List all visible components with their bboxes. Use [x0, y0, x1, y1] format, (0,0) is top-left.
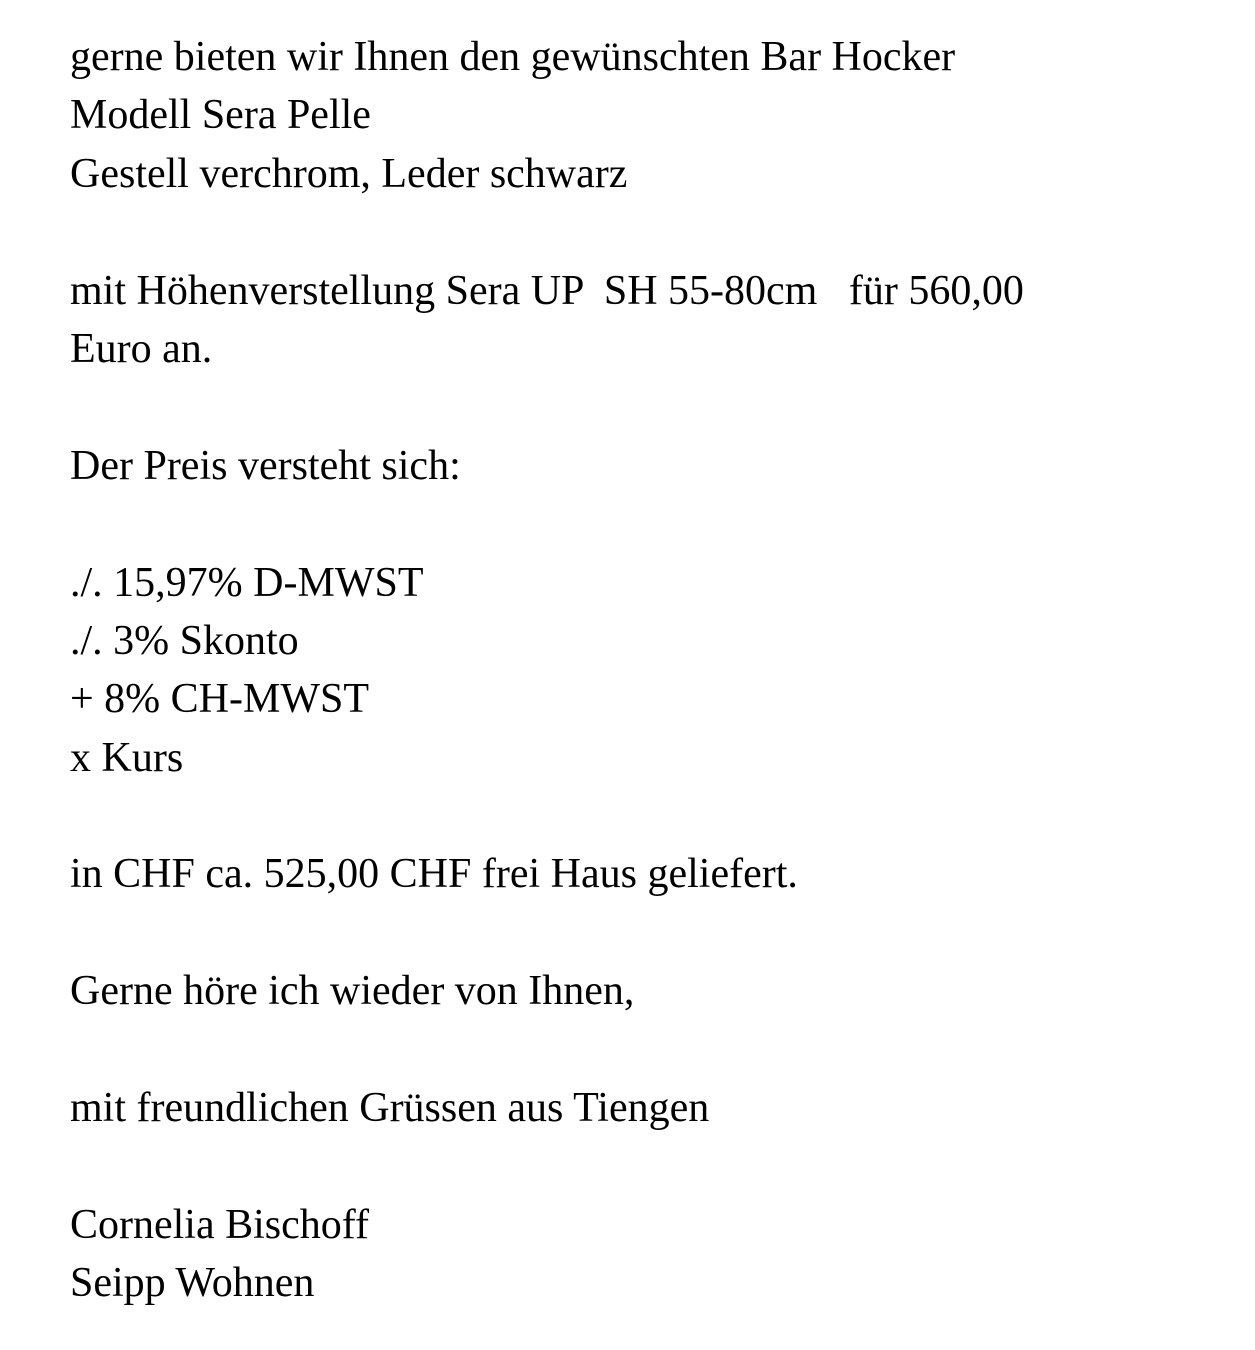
price-term-ch-mwst: + 8% CH-MWST — [70, 676, 370, 723]
price-term-d-mwst: ./. 15,97% D-MWST — [70, 559, 424, 606]
closing-line: Gerne höre ich wieder von Ihnen, — [70, 968, 635, 1015]
product-finish-line: Gestell verchrom, Leder schwarz — [70, 150, 628, 197]
offer-line: mit Höhenverstellung Sera UP SH 55-80cm für 560,00 — [70, 267, 1024, 314]
paragraph-gap — [70, 495, 1230, 553]
letter-body — [70, 28, 1230, 1313]
product-model-line: Modell Sera Pelle — [70, 92, 371, 139]
signature-company: Seipp Wohnen — [70, 1260, 315, 1307]
paragraph-gap — [70, 787, 1230, 845]
paragraph-gap — [70, 1137, 1230, 1195]
price-term-skonto: ./. 3% Skonto — [70, 617, 299, 664]
paragraph-gap — [70, 904, 1230, 962]
greeting-line: mit freundlichen Grüssen aus Tiengen — [70, 1085, 710, 1132]
price-heading: Der Preis versteht sich: — [70, 442, 461, 489]
intro-line: gerne bieten wir Ihnen den gewünschten Bar Hocker — [70, 34, 956, 80]
offer-line-continued: Euro an. — [70, 325, 213, 372]
signature-name: Cornelia Bischoff — [70, 1201, 370, 1248]
paragraph-gap — [70, 378, 1230, 436]
paragraph-gap — [70, 203, 1230, 261]
price-term-kurs: x Kurs — [70, 734, 184, 781]
total-price-line: in CHF ca. 525,00 CHF frei Haus geliefert. — [70, 851, 798, 898]
paragraph-gap — [70, 1021, 1230, 1079]
